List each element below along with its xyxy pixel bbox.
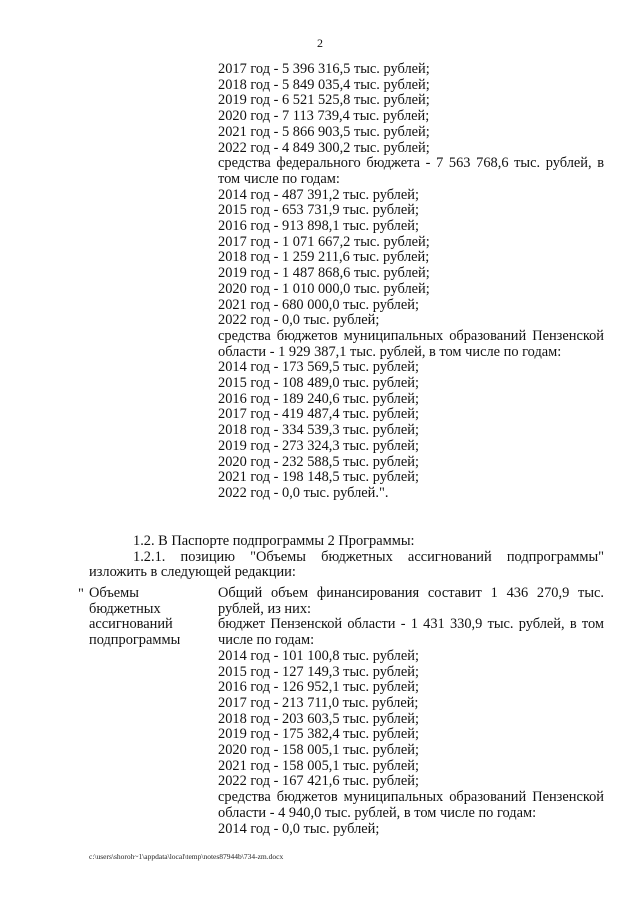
municipal2-intro: средства бюджетов муниципальных образований Пензенской области - 4 940,0 тыс. рублей, в том числе по годам: — [218, 789, 604, 821]
list-item: 2018 год - 203 603,5 тыс. рублей; — [218, 710, 419, 727]
label-line: бюджетных — [89, 600, 161, 617]
paragraph-1-2: 1.2. В Паспорте подпрограммы 2 Программы: — [133, 533, 415, 549]
list-item: 2020 год - 1 010 000,0 тыс. рублей; — [218, 280, 430, 297]
list-item: 2019 год - 175 382,4 тыс. рублей; — [218, 726, 419, 743]
list-item: 2019 год - 1 487 868,6 тыс. рублей; — [218, 265, 430, 282]
list-item: 2016 год - 913 898,1 тыс. рублей; — [218, 218, 419, 235]
label-line: ассигнований — [89, 616, 173, 633]
list-item: 2017 год - 213 711,0 тыс. рублей; — [218, 694, 419, 711]
funding-list-top — [218, 62, 604, 502]
federal-intro: средства федерального бюджета - 7 563 768,6 тыс. рублей, в том числе по годам: — [218, 155, 604, 187]
opening-quote: " — [78, 586, 84, 602]
municipal-intro: средства бюджетов муниципальных образований Пензенской области - 1 929 387,1 тыс. рублей, в том числе по годам: — [218, 327, 604, 360]
table-label-cell — [89, 586, 209, 649]
page-number: 2 — [317, 36, 323, 50]
amendment-paragraphs — [89, 534, 604, 581]
list-item: 2014 год - 173 569,5 тыс. рублей; — [218, 359, 419, 376]
table-value-cell — [218, 586, 604, 837]
list-item: 2018 год - 334 539,3 тыс. рублей; — [218, 422, 419, 439]
list-item: 2020 год - 232 588,5 тыс. рублей; — [218, 453, 419, 470]
list-item: 2021 год - 158 005,1 тыс. рублей; — [218, 757, 419, 774]
file-path-footer: c:\users\shoroh~1\appdata\local\temp\notes87944b\734-zm.docx — [89, 852, 284, 861]
list-item: 2021 год - 5 866 903,5 тыс. рублей; — [218, 123, 430, 140]
total-funding: Общий объем финансирования составит 1 436 270,9 тыс. рублей, из них: — [218, 585, 604, 617]
list-item: 2022 год - 4 849 300,2 тыс. рублей; — [218, 139, 430, 156]
list-item: 2016 год - 126 952,1 тыс. рублей; — [218, 679, 419, 696]
list-item: 2021 год - 680 000,0 тыс. рублей; — [218, 296, 419, 313]
list-item: 2018 год - 5 849 035,4 тыс. рублей; — [218, 76, 430, 93]
list-item: 2017 год - 5 396 316,5 тыс. рублей; — [218, 61, 430, 77]
list-item: 2014 год - 487 391,2 тыс. рублей; — [218, 186, 419, 203]
list-item: 2022 год - 0,0 тыс. рублей; — [218, 312, 380, 329]
list-item: 2017 год - 419 487,4 тыс. рублей; — [218, 406, 419, 423]
list-item: 2020 год - 7 113 739,4 тыс. рублей; — [218, 108, 430, 125]
list-item: 2020 год - 158 005,1 тыс. рублей; — [218, 742, 419, 759]
list-item: 2022 год - 167 421,6 тыс. рублей; — [218, 773, 419, 790]
label-line: подпрограммы — [89, 632, 181, 649]
list-item: 2014 год - 0,0 тыс. рублей; — [218, 820, 380, 837]
regional-intro: бюджет Пензенской области - 1 431 330,9 тыс. рублей, в том числе по годам: — [218, 616, 604, 649]
list-item: 2018 год - 1 259 211,6 тыс. рублей; — [218, 249, 430, 266]
list-item: 2016 год - 189 240,6 тыс. рублей; — [218, 390, 419, 407]
list-item: 2015 год - 653 731,9 тыс. рублей; — [218, 202, 419, 219]
list-item: 2019 год - 6 521 525,8 тыс. рублей; — [218, 92, 430, 109]
list-item: 2019 год - 273 324,3 тыс. рублей; — [218, 437, 419, 454]
list-item: 2017 год - 1 071 667,2 тыс. рублей; — [218, 233, 430, 250]
list-item: 2014 год - 101 100,8 тыс. рублей; — [218, 647, 419, 664]
list-item: 2015 год - 108 489,0 тыс. рублей; — [218, 375, 419, 392]
list-item: 2022 год - 0,0 тыс. рублей.". — [218, 484, 389, 501]
paragraph-1-2-1: 1.2.1. позицию "Объемы бюджетных ассигнований подпрограммы" изложить в следующей редакции: — [89, 548, 604, 581]
list-item: 2015 год - 127 149,3 тыс. рублей; — [218, 663, 419, 680]
list-item: 2021 год - 198 148,5 тыс. рублей; — [218, 469, 419, 486]
label-line: Объемы — [89, 585, 139, 601]
